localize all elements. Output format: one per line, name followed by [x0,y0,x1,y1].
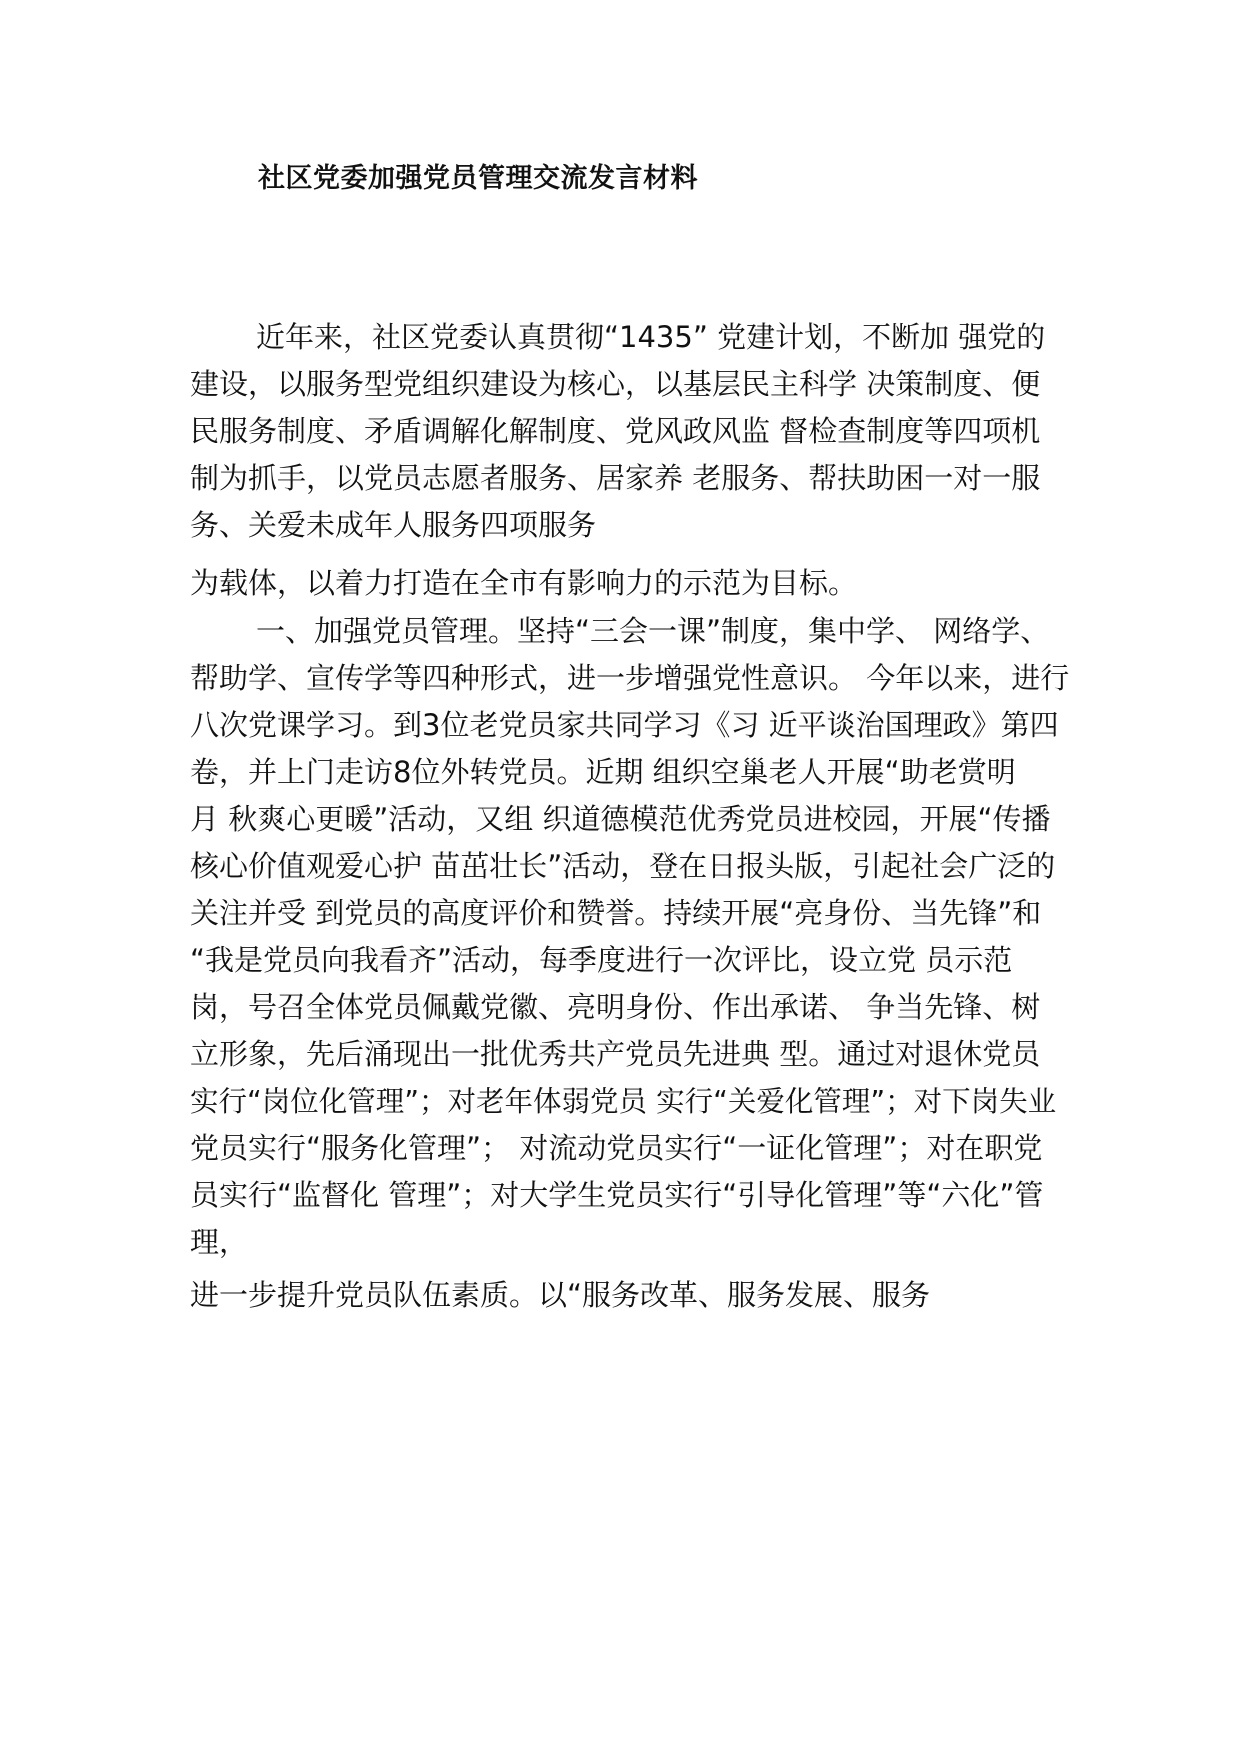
document-title: 社区党委加强党员管理交流发言材料 [258,163,698,194]
text-line: 月 秋爽心更暖”活动，又组 织道德模范优秀党员进校园，开展“传播 [190,802,1051,836]
text-line: 一、加强党员管理。坚持“三会一课”制度，集中学、 网络学、 [256,614,1050,648]
paragraph-goal [190,560,1070,607]
text-line: 进一步提升党员队伍素质。以“服务改革、服务发展、服务 [190,1278,931,1312]
text-line: 党员实行“服务化管理”； 对流动党员实行“一证化管理”；对在职党 [190,1131,1043,1165]
text-line: 岗，号召全体党员佩戴党徽、亮明身份、作出承诺、 争当先锋、树 [190,990,1041,1024]
text-line: 实行“岗位化管理”；对老年体弱党员 实行“关爱化管理”；对下岗失业 [190,1085,1057,1118]
text-line: 关注并受 到党员的高度评价和赞誉。持续开展“亮身份、当先锋”和 [190,896,1042,930]
text-line: 制为抓手，以党员志愿者服务、居家养 老服务、帮扶助困一对一服 [190,461,1041,495]
text-line: 员实行“监督化 管理”；对大学生党员实行“引导化管理”等“六化”管 [190,1178,1044,1212]
text-line: 核心价值观爱心护 苗茁壮长”活动，登在日报头版，引起社会广泛的 [190,849,1056,883]
text-line: “我是党员向我看齐”活动，每季度进行一次评比，设立党 员示范 [190,943,1013,977]
paragraph-section-one [190,608,1070,1266]
text-line: 为载体，以着力打造在全市有影响力的示范为目标。 [190,566,858,600]
text-line: 理， [190,1225,249,1259]
text-line: 建设，以服务型党组织建设为核心，以基层民主科学 决策制度、便 [190,367,1041,401]
text-line: 卷，并上门走访8位外转党员。近期 组织空巢老人开展“助老赏明 [190,755,1016,789]
text-line: 八次党课学习。到3位老党员家共同学习《习 近平谈治国理政》第四 [190,708,1059,742]
text-line: 帮助学、宣传学等四种形式，进一步增强党性意识。 今年以来，进行 [190,661,1070,695]
paragraph-intro [190,314,1070,549]
text-line: 民服务制度、矛盾调解化解制度、党风政风监 督检查制度等四项机 [190,414,1041,448]
text-line: 近年来，社区党委认真贯彻“1435” 党建计划，不断加 强党的 [256,320,1046,354]
paragraph-continuation [190,1272,1070,1319]
text-line: 立形象，先后涌现出一批优秀共产党员先进典 型。通过对退休党员 [190,1037,1041,1071]
text-line: 务、关爱未成年人服务四项服务 [190,508,597,542]
